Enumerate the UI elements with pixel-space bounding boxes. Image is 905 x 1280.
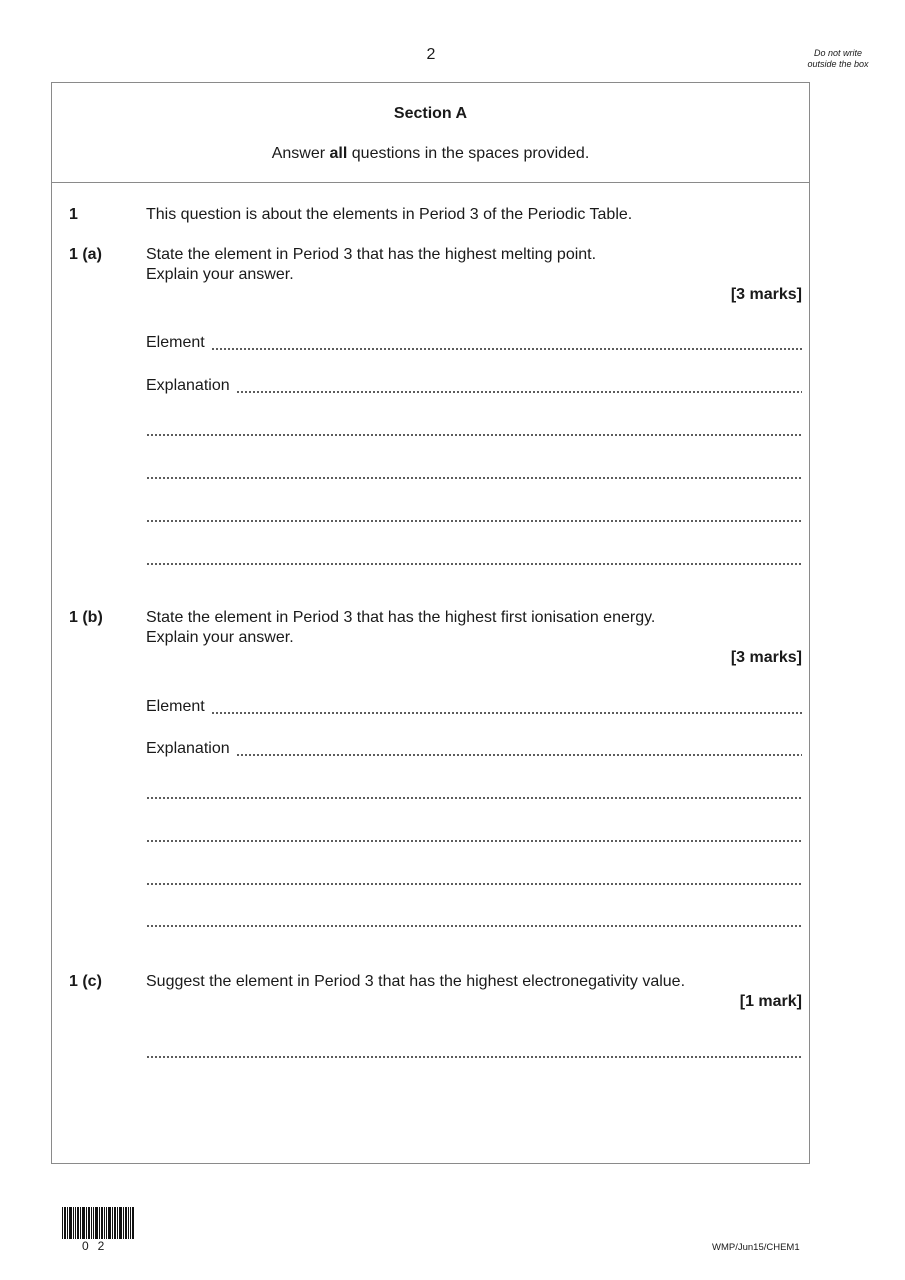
part-b-answer-line[interactable]	[146, 782, 802, 802]
part-a-marks: [3 marks]	[730, 286, 802, 303]
part-c-marks: [1 mark]	[739, 993, 802, 1010]
part-a-element-line[interactable]	[146, 333, 802, 353]
part-b-explanation-label: Explanation	[146, 740, 230, 757]
part-b-marks: [3 marks]	[730, 649, 802, 666]
part-b-label: 1 (b)	[69, 609, 103, 626]
part-b-explanation-line[interactable]	[146, 739, 802, 759]
part-a-answer-line[interactable]	[146, 548, 802, 568]
instruction-emphasis: all	[329, 145, 348, 162]
part-a-answer-line[interactable]	[146, 462, 802, 482]
answer-frame	[51, 82, 810, 1164]
part-b-element-line[interactable]	[146, 697, 802, 717]
part-b-answer-line[interactable]	[146, 825, 802, 845]
question-number: 1	[69, 206, 78, 223]
page-number: 2	[426, 46, 436, 63]
part-a-answer-line[interactable]	[146, 419, 802, 439]
section-title: Section A	[393, 105, 468, 122]
part-a-explain-prompt: Explain your answer.	[146, 266, 294, 283]
barcode-image	[62, 1207, 134, 1239]
part-b-answer-line[interactable]	[146, 910, 802, 930]
part-a-explanation-label: Explanation	[146, 377, 230, 394]
part-b-prompt: State the element in Period 3 that has the highest first ionisation energy.	[146, 609, 656, 626]
margin-note: Do not write outside the box	[807, 48, 869, 69]
instruction-text-start: Answer	[271, 145, 330, 162]
part-b-explain-prompt: Explain your answer.	[146, 629, 294, 646]
question-stem: This question is about the elements in Period 3 of the Periodic Table.	[146, 206, 633, 223]
instruction-text-end: questions in the spaces provided.	[347, 145, 590, 162]
paper-code: WMP/Jun15/CHEM1	[712, 1242, 800, 1253]
part-a-answer-line[interactable]	[146, 505, 802, 525]
part-b-answer-line[interactable]	[146, 868, 802, 888]
barcode-digits: 02	[82, 1239, 114, 1253]
part-a-element-label: Element	[146, 334, 205, 351]
section-instruction	[52, 145, 809, 163]
part-a-prompt: State the element in Period 3 that has the highest melting point.	[146, 246, 597, 263]
part-c-prompt: Suggest the element in Period 3 that has the highest electronegativity value.	[146, 973, 686, 990]
part-a-explanation-line[interactable]	[146, 376, 802, 396]
part-c-label: 1 (c)	[69, 973, 102, 990]
part-b-element-label: Element	[146, 698, 205, 715]
part-a-label: 1 (a)	[69, 246, 102, 263]
part-c-answer-line[interactable]	[146, 1041, 802, 1061]
section-header	[52, 83, 809, 183]
